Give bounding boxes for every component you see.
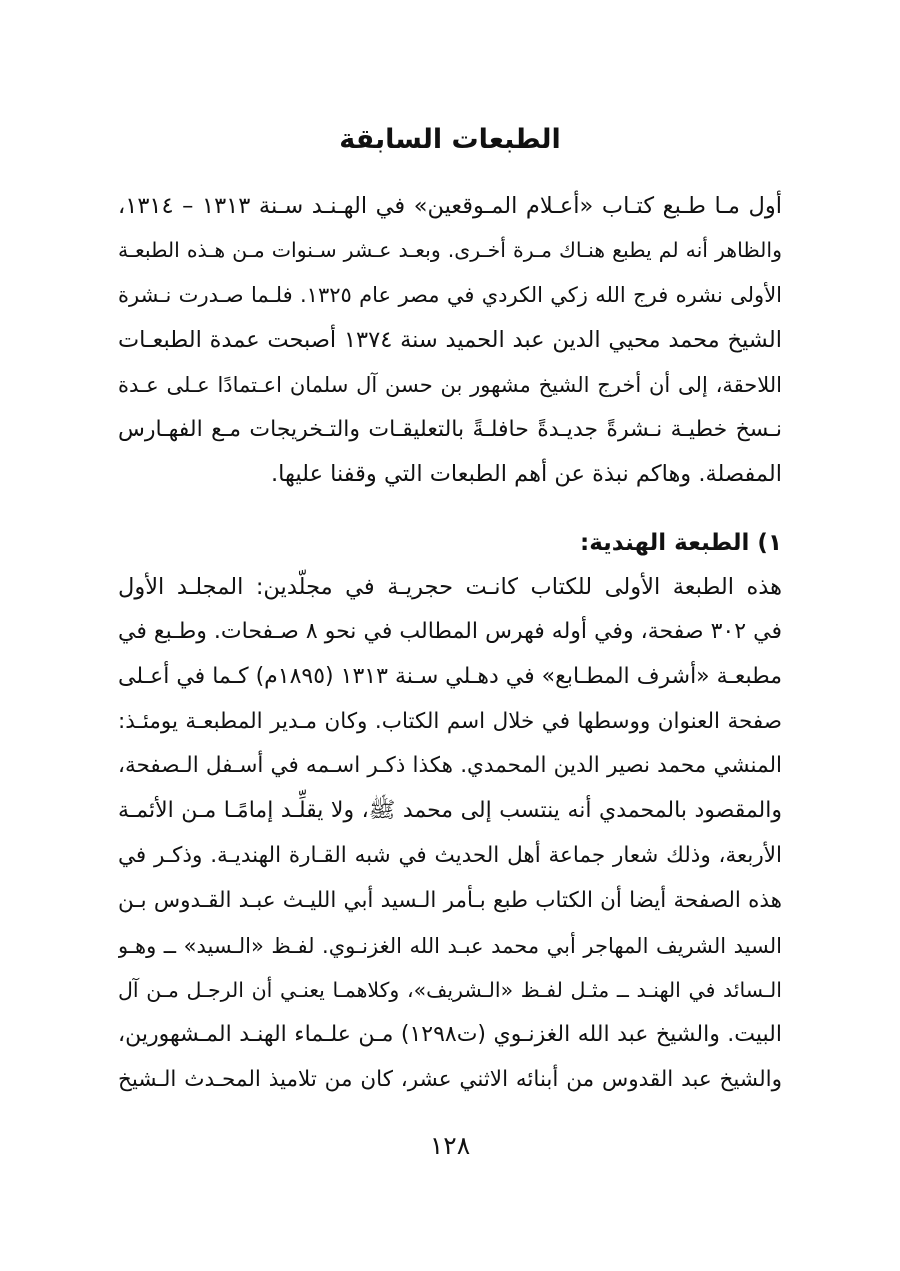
- intro-line: الشيخ محمد محيي الدين عبد الحميد سنة ١٣٧٤ أصبحت عمدة الطبعـات: [118, 327, 782, 353]
- body-line: هذه الصفحة أيضا أن الكتاب طبع بـأمر الـسيد أبي الليـث عبـد القـدوس بـن: [118, 888, 782, 913]
- body-line: هذه الطبعة الأولى للكتاب كانـت حجريـة في مجلّدين: المجلـد الأول: [118, 574, 782, 600]
- intro-line: والظاهر أنه لم يطبع هنـاك مـرة أخـرى. وبعـد عـشر سـنوات مـن هـذه الطبعـة: [118, 238, 782, 262]
- body-line: البيت. والشيخ عبد الله الغزنـوي (ت١٢٩٨) مـن علـماء الهنـد المـشهورين،: [118, 1022, 782, 1047]
- intro-line: أول مـا طـبع كتـاب «أعـلام المـوقعين» في الهـنـد سـنة ١٣١٣ – ١٣١٤،: [118, 193, 782, 219]
- intro-line: اللاحقة، إلى أن أخرج الشيخ مشهور بن حسن آل سلمان اعـتمادًا عـلى عـدة: [118, 373, 782, 397]
- body-line: صفحة العنوان ووسطها في خلال اسم الكتاب. وكان مـدير المطبعـة يومئـذ:: [118, 709, 782, 734]
- body-line: والشيخ عبد القدوس من أبنائه الاثني عشر، كان من تلاميذ المحـدث الـشيخ: [118, 1067, 782, 1092]
- body-line: الـسائد في الهنـد ــ مثـل لفـظ «الـشريف»، وكلاهمـا يعنـي أن الرجـل مـن آل: [118, 978, 782, 1002]
- intro-line: المفصلة. وهاكم نبذة عن أهم الطبعات التي وقفنا عليها.: [270, 461, 782, 487]
- intro-line: الأولى نشره فرج الله زكي الكردي في مصر عام ١٣٢٥. فلـما صـدرت نـشرة: [118, 283, 782, 307]
- section-title: الطبعات السابقة: [339, 124, 561, 155]
- page-number: ١٢٨: [429, 1131, 471, 1160]
- body-line: مطبعـة «أشرف المطـابع» في دهـلي سـنة ١٣١٣ (١٨٩٥م) كـما في أعـلى: [118, 664, 782, 689]
- body-line: الأربعة، وذلك شعار جماعة أهل الحديث في شبه القـارة الهنديـة. وذكـر في: [118, 843, 782, 868]
- body-line: في ٣٠٢ صفحة، وفي أوله فهرس المطالب في نحو ٨ صـفحات. وطـبع في: [118, 619, 782, 644]
- body-line: السيد الشريف المهاجر أبي محمد عبـد الله الغزنـوي. لفـظ «الـسيد» ــ وهـو: [118, 934, 782, 958]
- body-line: والمقصود بالمحمدي أنه ينتسب إلى محمد ﷺ، ولا يقلِّـد إمامًـا مـن الأئمـة: [118, 798, 782, 823]
- subsection-title: ١) الطبعة الهندية:: [580, 530, 782, 557]
- body-line: المنشي محمد نصير الدين المحمدي. هكذا ذكـر اسـمه في أسـفل الـصفحة،: [118, 753, 782, 778]
- intro-line: نـسخ خطيـة نـشرةً جديـدةً حافلـةً بالتعليقـات والتـخريجات مـع الفهـارس: [118, 417, 782, 442]
